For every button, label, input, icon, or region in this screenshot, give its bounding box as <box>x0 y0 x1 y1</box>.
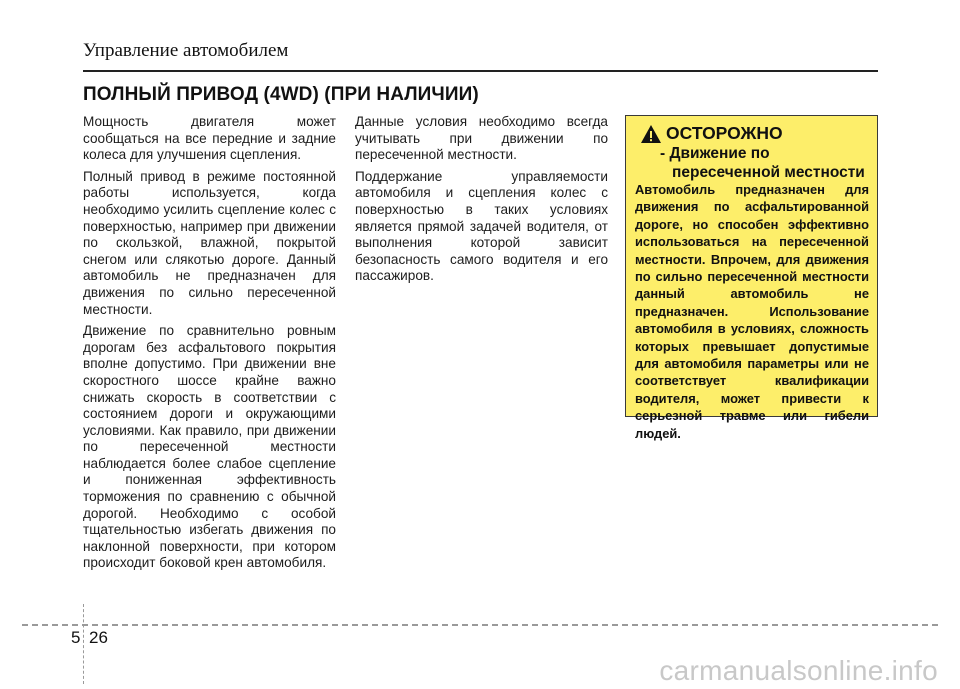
page-number: 26 <box>89 628 108 647</box>
caution-heading: ОСТОРОЖНО <box>666 123 783 143</box>
caution-text: Автомобиль предназначен для движения по асфальтированной дороге, но способен эффективно использоваться на пересеченной местности. Впрочем, для движения по сильно пересеченной местности данный автомобиль не предназначен. Использование автомобиля в условиях, сложность которых превышает допустимые для автомобиля параметры или не соответствует квалификации водителя, может привести к серьезной травме или гибели людей. <box>635 182 869 441</box>
warning-triangle-icon <box>640 124 662 144</box>
header-rule <box>83 70 878 72</box>
section-title: ПОЛНЫЙ ПРИВОД (4WD) (ПРИ НАЛИЧИИ) <box>83 84 479 105</box>
caution-subheading-line1: - Движение по <box>660 145 770 162</box>
paragraph: Полный привод в режиме постоянной работы используется, когда необходимо усилить сцепление колес с поверхностью, например при движении по скользкой, влажной, покрытой снегом или слякотью дороге. Данный автомобиль не предназначен для движения по сильно пересеченной местности. <box>83 168 336 317</box>
paragraph: Данные условия необходимо всегда учитывать при движении по пересеченной местности. <box>355 114 608 163</box>
body-column-1 <box>83 114 336 577</box>
caution-header <box>640 123 783 144</box>
paragraph: Поддержание управляемости автомобиля и сцепления колес с поверхностью в таких условиях является прямой задачей водителя, от выполнения которой зависит безопасность самого водителя и его пассажиров. <box>355 168 608 284</box>
footer-rule <box>22 624 938 626</box>
body-column-2 <box>355 114 608 290</box>
watermark: carmanualsonline.info <box>659 655 938 686</box>
caution-box <box>625 115 878 441</box>
page-number-divider <box>83 604 84 684</box>
caution-subheading <box>660 144 870 182</box>
caution-subheading-line2: пересеченной местности <box>672 164 865 181</box>
paragraph: Движение по сравнительно ровным дорогам без асфальтового покрытия вполне допустимо. При движении вне скоростного шоссе крайне важно снижать скорость в соответствии с состоянием дороги и окружающими условиями. Как правило, при движении по пересеченной местности наблюдается более слабое сцепление и пониженная эффективность торможения по сравнению с обычной дорогой. Необходимо с особой тщательностью избегать движения по наклонной поверхности, при котором происходит боковой крен автомобиля. <box>83 323 336 571</box>
running-header-title: Управление автомобилем <box>83 40 289 61</box>
paragraph: Мощность двигателя может сообщаться на все передние и задние колеса для улучшения сцепления. <box>83 114 336 163</box>
section-number: 5 <box>71 628 81 647</box>
